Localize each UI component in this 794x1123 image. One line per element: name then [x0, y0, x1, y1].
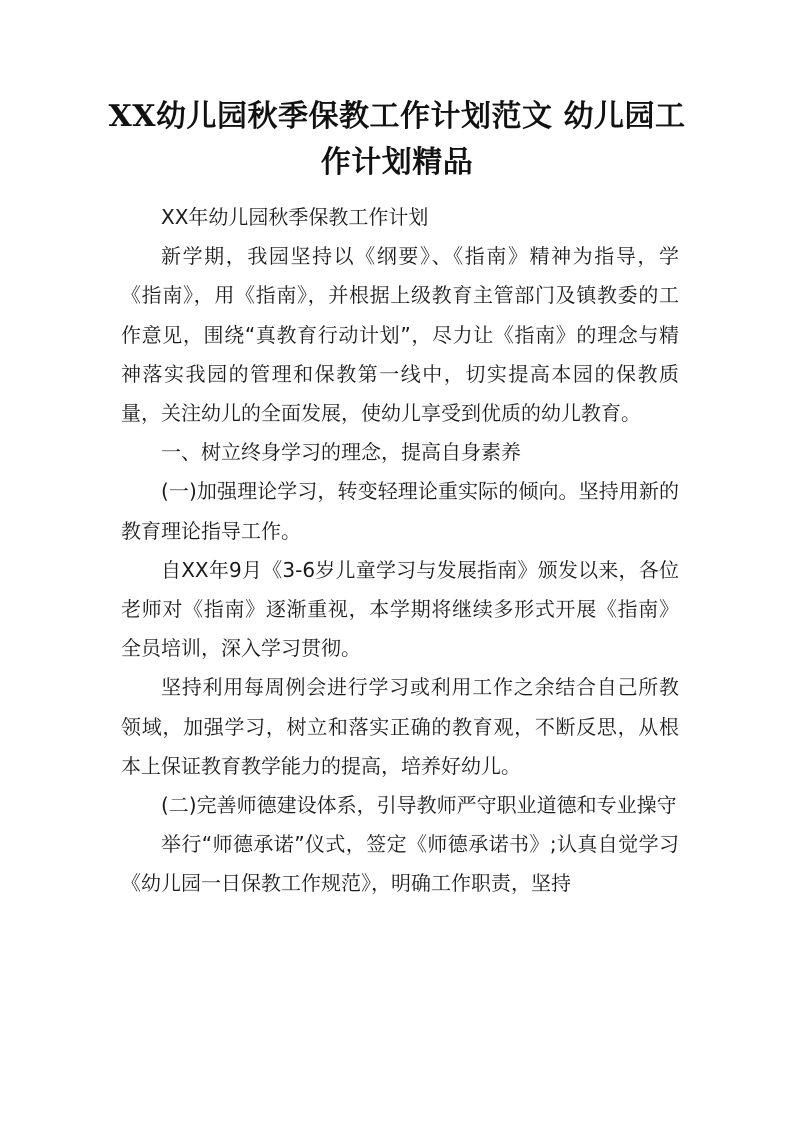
document-body — [121, 198, 679, 904]
subtitle-paragraph: XX年幼儿园秋季保教工作计划 — [161, 205, 429, 229]
body-paragraph: 自XX年9月《3-6岁儿童学习与发展指南》颁发以来，各位老师对《指南》逐渐重视，本学期将继续多形式开展《指南》全员培训，深入学习贯彻。 — [121, 557, 679, 661]
body-paragraph: 坚持利用每周例会进行学习或利用工作之余结合自己所教领域，加强学习，树立和落实正确的教育观，不断反思，从根本上保证教育教学能力的提高，培养好幼儿。 — [121, 675, 679, 778]
section-heading: 一、树立终身学习的理念，提高自身素养 — [161, 440, 521, 465]
intro-paragraph: 新学期，我园坚持以《纲要》、《指南》精神为指导，学《指南》，用《指南》，并根据上级教育主管部门及镇教委的工作意见，围绕“真教育行动计划”，尽力让《指南》的理念与精神落实我园的管理和保教第一线中，切实提高本园的保教质量，关注幼儿的全面发展，使幼儿享受到优质的幼儿教育。 — [121, 244, 679, 426]
subsection-heading-2: (二)完善师德建设体系，引导教师严守职业道德和专业操守 — [161, 793, 677, 818]
body-paragraph: 举行“师德承诺”仪式，签定《师德承诺书》;认真自觉学习《幼儿园一日保教工作规范》，明确工作职责，坚持 — [121, 832, 679, 896]
subsection-heading-1: (一)加强理论学习，转变轻理论重实际的倾向。坚持用新的教育理论指导工作。 — [121, 479, 679, 543]
document-title: XX幼儿园秋季保教工作计划范文 幼儿园工作计划精品 — [108, 99, 686, 180]
